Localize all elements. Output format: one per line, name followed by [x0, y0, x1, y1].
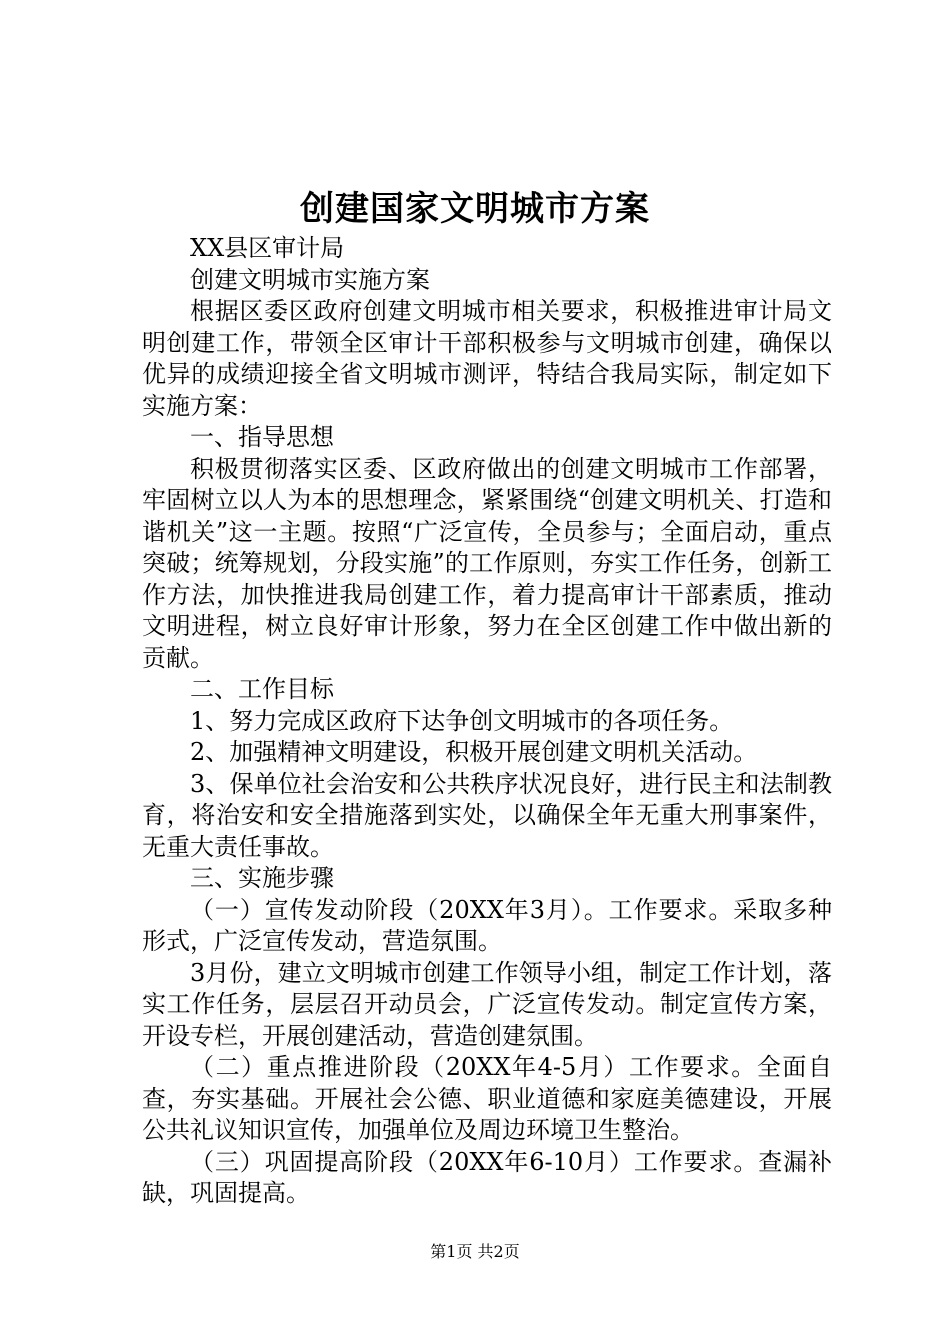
page-footer: 第1页 共2页: [430, 1242, 520, 1261]
paragraph-organization: XX县区审计局: [190, 234, 345, 262]
paragraph-goal-2: 2、加强精神文明建设，积极开展创建文明机关活动。: [190, 738, 758, 766]
paragraph-guiding-thought: 积极贯彻落实区委、区政府做出的创建文明城市工作部署，牢固树立以人为本的思想理念，紧紧围绕“创建文明机关、打造和谐机关”这一主题。按照“广泛宣传，全员参与；全面启动，重点突破；统筹规划，分段实施”的工作原则，夯实工作任务，创新工作方法，加快推进我局创建工作，着力提高审计干部素质，推动文明进程，树立良好审计形象，努力在全区创建工作中做出新的贡献。: [142, 454, 832, 672]
paragraph-step-1-detail: 3月份，建立文明城市创建工作领导小组，制定工作计划，落实工作任务，层层召开动员会，广泛宣传发动。制定宣传方案，开设专栏，开展创建活动，营造创建氛围。: [142, 958, 832, 1050]
section-heading-implementation-steps: 三、实施步骤: [190, 864, 334, 892]
paragraph-step-2: （二）重点推进阶段（20XX年4-5月）工作要求。全面自查，夯实基础。开展社会公德、职业道德和家庭美德建设，开展公共礼议知识宣传，加强单位及周边环境卫生整治。: [142, 1053, 832, 1144]
paragraph-step-3: （三）巩固提高阶段（20XX年6-10月）工作要求。查漏补缺，巩固提高。: [142, 1147, 832, 1207]
section-heading-work-goals: 二、工作目标: [190, 675, 334, 703]
document-title: 创建国家文明城市方案: [300, 189, 650, 229]
paragraph-subtitle: 创建文明城市实施方案: [190, 265, 430, 294]
paragraph-goal-3: 3、保单位社会治安和公共秩序状况良好，进行民主和法制教育，将治安和安全措施落到实处，以确保全年无重大刑事案件，无重大责任事故。: [142, 769, 832, 861]
section-heading-guiding-thought: 一、指导思想: [190, 423, 334, 451]
document-body: [142, 233, 832, 1210]
paragraph-intro: 根据区委区政府创建文明城市相关要求，积极推进审计局文明创建工作，带领全区审计干部积极参与文明城市创建，确保以优异的成绩迎接全省文明城市测评，特结合我局实际，制定如下实施方案：: [142, 297, 832, 420]
paragraph-goal-1: 1、努力完成区政府下达争创文明城市的各项任务。: [190, 706, 734, 735]
paragraph-step-1: （一）宣传发动阶段（20XX年3月）。工作要求。采取多种形式，广泛宣传发动，营造氛围。: [142, 895, 832, 955]
